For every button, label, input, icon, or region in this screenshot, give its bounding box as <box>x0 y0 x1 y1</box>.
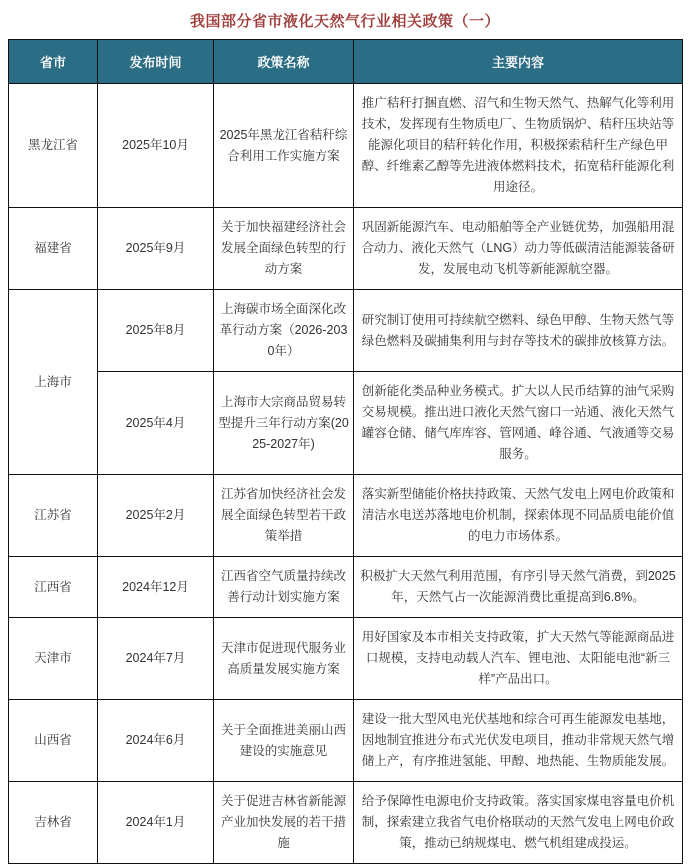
table-body <box>9 84 683 864</box>
cell-content: 用好国家及本市相关支持政策，扩大天然气等能源商品进口规模，支持电动载人汽车、锂电池、太阳能电池“新三样”产品出口。 <box>354 618 683 700</box>
cell-policy: 关于加快福建经济社会发展全面绿色转型的行动方案 <box>214 208 354 290</box>
cell-province: 福建省 <box>9 208 98 290</box>
cell-province: 上海市 <box>9 290 98 475</box>
table-row <box>9 290 683 372</box>
cell-province: 天津市 <box>9 618 98 700</box>
table-row <box>9 372 683 475</box>
cell-policy: 关于促进吉林省新能源产业加快发展的若干措施 <box>214 782 354 864</box>
cell-content: 给予保障性电源电价支持政策。落实国家煤电容量电价机制，探索建立我省气电价格联动的天然气发电上网电价政策，推动已纳规煤电、燃气机组建成投运。 <box>354 782 683 864</box>
cell-province: 黑龙江省 <box>9 84 98 208</box>
table-row <box>9 700 683 782</box>
cell-date: 2024年7月 <box>98 618 214 700</box>
cell-content: 创新能化类品种业务模式。扩大以人民币结算的油气采购交易规模。推出进口液化天然气窗口一站通、液化天然气罐容仓储、储气库库容、管网通、峰谷通、气液通等交易服务。 <box>354 372 683 475</box>
cell-content: 建设一批大型风电光伏基地和综合可再生能源发电基地，因地制宜推进分布式光伏发电项目，推动非常规天然气增储上产，有序推进氢能、甲醇、地热能、生物质能发展。 <box>354 700 683 782</box>
header-policy: 政策名称 <box>214 40 354 84</box>
table-row <box>9 557 683 618</box>
table-row <box>9 84 683 208</box>
cell-policy: 江苏省加快经济社会发展全面绿色转型若干政策举措 <box>214 475 354 557</box>
cell-policy: 关于全面推进美丽山西建设的实施意见 <box>214 700 354 782</box>
table-row <box>9 782 683 864</box>
cell-province: 江苏省 <box>9 475 98 557</box>
table-row <box>9 208 683 290</box>
header-row <box>9 40 683 84</box>
cell-content: 积极扩大天然气利用范围，有序引导天然气消费，到2025年，天然气占一次能源消费比重提高到6.8%。 <box>354 557 683 618</box>
cell-date: 2024年6月 <box>98 700 214 782</box>
cell-province: 吉林省 <box>9 782 98 864</box>
cell-content: 推广秸秆打捆直燃、沼气和生物天然气、热解气化等利用技术，发挥现有生物质电厂、生物质锅炉、秸秆压块站等能源化项目的秸秆转化作用，积极探索秸秆生产绿色甲醇、纤维素乙醇等先进液体燃料技术，拓宽秸秆能源化利用途径。 <box>354 84 683 208</box>
cell-policy: 2025年黑龙江省秸秆综合利用工作实施方案 <box>214 84 354 208</box>
cell-policy: 上海碳市场全面深化改革行动方案（2026-2030年） <box>214 290 354 372</box>
cell-policy: 江西省空气质量持续改善行动计划实施方案 <box>214 557 354 618</box>
cell-content: 研究制订使用可持续航空燃料、绿色甲醇、生物天然气等绿色燃料及碳捕集利用与封存等技术的碳排放核算方法。 <box>354 290 683 372</box>
cell-content: 巩固新能源汽车、电动船舶等全产业链优势，加强船用混合动力、液化天然气（LNG）动力等低碳清洁能源装备研发，发展电动飞机等新能源航空器。 <box>354 208 683 290</box>
cell-date: 2024年1月 <box>98 782 214 864</box>
page <box>0 10 690 864</box>
cell-policy: 天津市促进现代服务业高质量发展实施方案 <box>214 618 354 700</box>
header-province: 省市 <box>9 40 98 84</box>
cell-date: 2025年9月 <box>98 208 214 290</box>
table-row <box>9 618 683 700</box>
header-date: 发布时间 <box>98 40 214 84</box>
cell-province: 山西省 <box>9 700 98 782</box>
cell-date: 2025年4月 <box>98 372 214 475</box>
header-content: 主要内容 <box>354 40 683 84</box>
table-header <box>9 40 683 84</box>
cell-date: 2025年8月 <box>98 290 214 372</box>
cell-content: 落实新型储能价格扶持政策、天然气发电上网电价政策和清洁水电送苏落地电价机制，探索体现不同品质电能价值的电力市场体系。 <box>354 475 683 557</box>
cell-date: 2025年10月 <box>98 84 214 208</box>
page-title: 我国部分省市液化天然气行业相关政策（一） <box>189 13 500 30</box>
cell-policy: 上海市大宗商品贸易转型提升三年行动方案(2025-2027年) <box>214 372 354 475</box>
table-row <box>9 475 683 557</box>
cell-date: 2024年12月 <box>98 557 214 618</box>
policy-table <box>8 39 683 864</box>
cell-date: 2025年2月 <box>98 475 214 557</box>
cell-province: 江西省 <box>9 557 98 618</box>
